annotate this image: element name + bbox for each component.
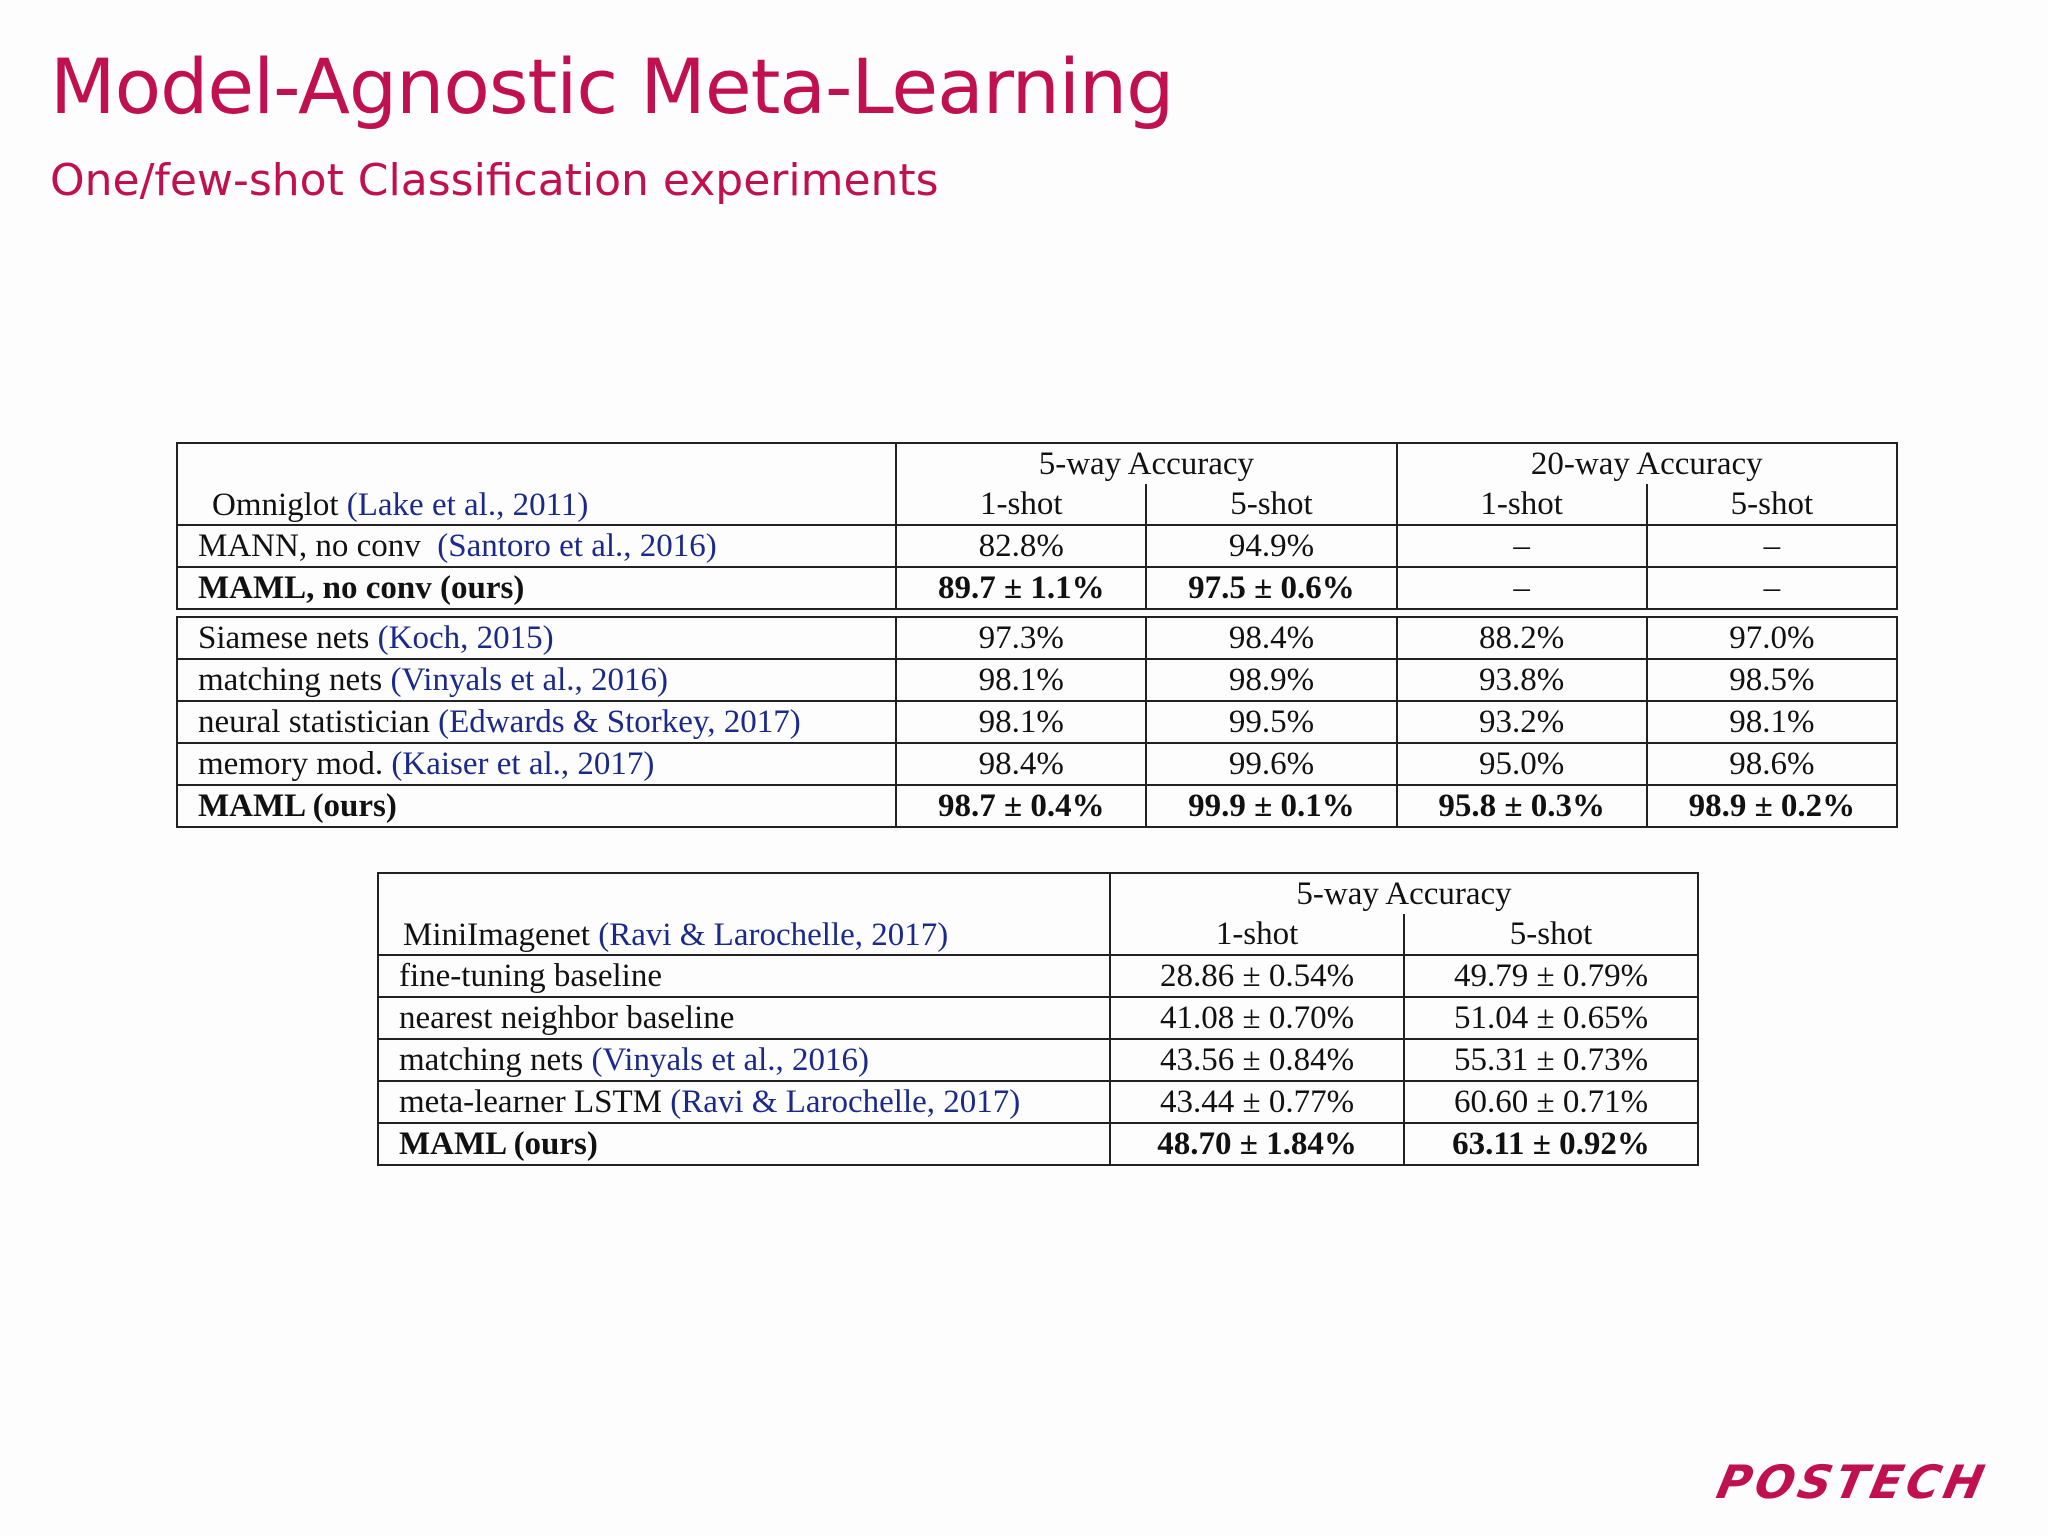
value-cell: 98.1%: [896, 659, 1146, 701]
value-cell: 98.9%: [1146, 659, 1396, 701]
table-row: [378, 997, 1698, 1039]
miniimagenet-dataset-header: [378, 873, 1110, 955]
table-row: [177, 701, 1897, 743]
miniimagenet-1shot-header: 1-shot: [1110, 914, 1404, 955]
value-cell: –: [1647, 525, 1897, 567]
method-cite: (Santoro et al., 2016): [437, 528, 717, 564]
value-cell: –: [1647, 567, 1897, 609]
method-name: Siamese nets: [198, 620, 370, 656]
omniglot-5way-5shot-header: 5-shot: [1146, 484, 1396, 525]
value-cell: 98.1%: [896, 701, 1146, 743]
miniimagenet-5way-header: 5-way Accuracy: [1110, 873, 1698, 914]
value-cell: 98.4%: [1146, 617, 1396, 659]
value-cell: 97.5 ± 0.6%: [1146, 567, 1396, 609]
method-cite: (Kaiser et al., 2017): [391, 746, 655, 782]
value-cell: 51.04 ± 0.65%: [1404, 997, 1698, 1039]
value-cell: 98.6%: [1647, 743, 1897, 785]
value-cell: 89.7 ± 1.1%: [896, 567, 1146, 609]
value-cell: 98.4%: [896, 743, 1146, 785]
method-cite: (Edwards & Storkey, 2017): [438, 704, 801, 740]
method-cell: [378, 1081, 1110, 1123]
table-row: [378, 1081, 1698, 1123]
method-name: nearest neighbor baseline: [399, 1000, 735, 1036]
method-cell: [177, 659, 896, 701]
method-name: matching nets: [198, 662, 383, 698]
table-row: [177, 567, 1897, 609]
value-cell: 99.6%: [1146, 743, 1396, 785]
value-cell: 99.5%: [1146, 701, 1396, 743]
omniglot-20way-header: 20-way Accuracy: [1397, 443, 1897, 484]
value-cell: 98.1%: [1647, 701, 1897, 743]
method-cell: [177, 525, 896, 567]
table-row: [177, 617, 1897, 659]
omniglot-dataset-cite: (Lake et al., 2011): [346, 487, 589, 523]
table-gap: [177, 609, 1897, 617]
method-name: meta-learner LSTM: [399, 1084, 662, 1120]
omniglot-5way-header: 5-way Accuracy: [896, 443, 1396, 484]
miniimagenet-5shot-header: 5-shot: [1404, 914, 1698, 955]
value-cell: 98.7 ± 0.4%: [896, 785, 1146, 827]
slide-subtitle: One/few-shot Classification experiments: [50, 155, 939, 206]
value-cell: 48.70 ± 1.84%: [1110, 1123, 1404, 1165]
value-cell: 98.5%: [1647, 659, 1897, 701]
value-cell: 43.44 ± 0.77%: [1110, 1081, 1404, 1123]
miniimagenet-dataset-label: MiniImagenet: [403, 917, 590, 953]
method-name: MAML (ours): [198, 788, 397, 824]
slide-title: Model-Agnostic Meta-Learning: [50, 42, 1174, 131]
value-cell: 55.31 ± 0.73%: [1404, 1039, 1698, 1081]
value-cell: 28.86 ± 0.54%: [1110, 955, 1404, 997]
value-cell: 88.2%: [1397, 617, 1647, 659]
method-cell: [378, 1039, 1110, 1081]
method-name: memory mod.: [198, 746, 384, 782]
table-row: [177, 525, 1897, 567]
omniglot-header-row-1: [177, 443, 1897, 484]
table-row: [177, 785, 1897, 827]
method-name: fine-tuning baseline: [399, 958, 663, 994]
miniimagenet-dataset-cite: (Ravi & Larochelle, 2017): [598, 917, 949, 953]
omniglot-20way-1shot-header: 1-shot: [1397, 484, 1647, 525]
miniimagenet-table: [377, 872, 1699, 1166]
omniglot-dataset-label: Omniglot: [212, 487, 339, 523]
value-cell: 94.9%: [1146, 525, 1396, 567]
table-row: [378, 1123, 1698, 1165]
method-cell: [378, 997, 1110, 1039]
value-cell: 49.79 ± 0.79%: [1404, 955, 1698, 997]
value-cell: 97.3%: [896, 617, 1146, 659]
value-cell: 63.11 ± 0.92%: [1404, 1123, 1698, 1165]
method-cell: [177, 567, 896, 609]
method-name: MAML, no conv (ours): [198, 570, 525, 606]
method-name: neural statistician: [198, 704, 430, 740]
table-row: [378, 955, 1698, 997]
omniglot-dataset-header: [177, 443, 896, 525]
value-cell: 99.9 ± 0.1%: [1146, 785, 1396, 827]
method-cite: (Vinyals et al., 2016): [390, 662, 669, 698]
method-cell: [378, 955, 1110, 997]
omniglot-table: [176, 442, 1898, 828]
value-cell: 97.0%: [1647, 617, 1897, 659]
value-cell: –: [1397, 567, 1647, 609]
value-cell: 82.8%: [896, 525, 1146, 567]
table-row: [177, 743, 1897, 785]
value-cell: 60.60 ± 0.71%: [1404, 1081, 1698, 1123]
method-name: MAML (ours): [399, 1126, 598, 1162]
value-cell: 43.56 ± 0.84%: [1110, 1039, 1404, 1081]
value-cell: 95.0%: [1397, 743, 1647, 785]
method-cell: [177, 743, 896, 785]
method-cite: (Vinyals et al., 2016): [591, 1042, 870, 1078]
table-row: [177, 659, 1897, 701]
method-name: matching nets: [399, 1042, 584, 1078]
method-name: MANN, no conv: [198, 528, 421, 564]
value-cell: 93.8%: [1397, 659, 1647, 701]
method-cell: [177, 785, 896, 827]
value-cell: 95.8 ± 0.3%: [1397, 785, 1647, 827]
omniglot-5way-1shot-header: 1-shot: [896, 484, 1146, 525]
method-cell: [177, 701, 896, 743]
method-cell: [177, 617, 896, 659]
value-cell: 98.9 ± 0.2%: [1647, 785, 1897, 827]
omniglot-20way-5shot-header: 5-shot: [1647, 484, 1897, 525]
miniimagenet-header-row-1: [378, 873, 1698, 914]
postech-logo: POSTECH: [1712, 1455, 1993, 1509]
value-cell: –: [1397, 525, 1647, 567]
method-cite: (Koch, 2015): [377, 620, 554, 656]
method-cite: (Ravi & Larochelle, 2017): [670, 1084, 1021, 1120]
method-cell: [378, 1123, 1110, 1165]
table-row: [378, 1039, 1698, 1081]
value-cell: 93.2%: [1397, 701, 1647, 743]
value-cell: 41.08 ± 0.70%: [1110, 997, 1404, 1039]
